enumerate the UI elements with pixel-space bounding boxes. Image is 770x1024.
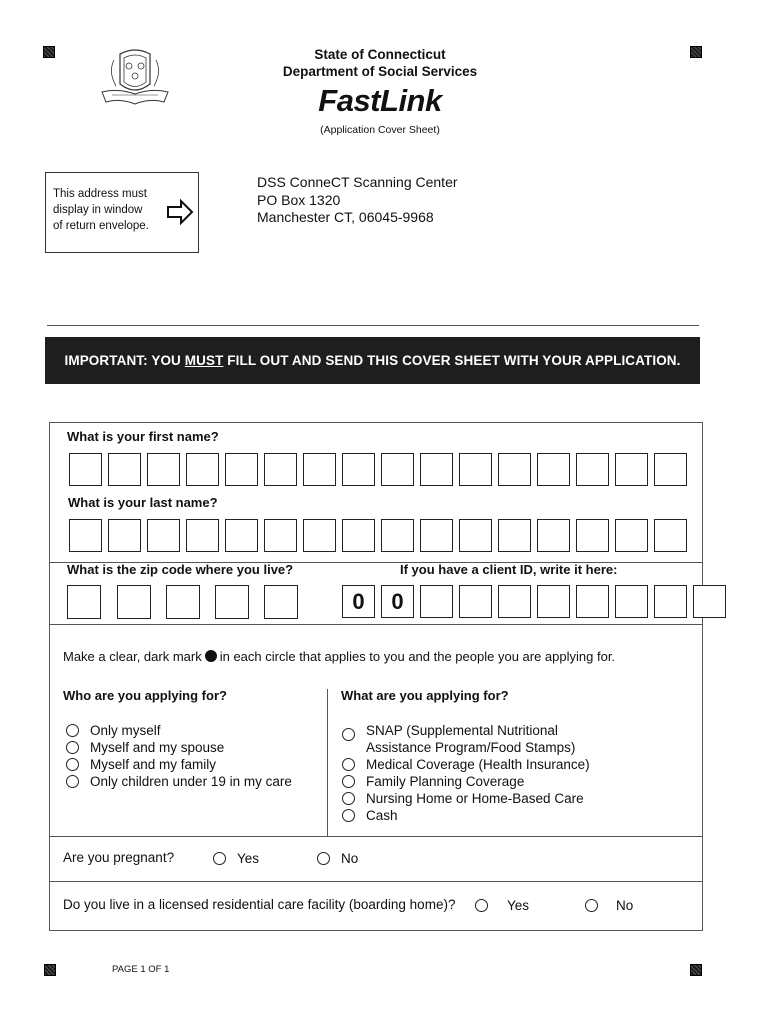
character-box[interactable] [537,519,570,552]
what-option[interactable] [342,790,584,807]
column-divider [327,689,328,836]
registration-mark-bottom-right [690,964,702,976]
option-label: No [341,851,359,866]
address-line: Manchester CT, 06045-9968 [257,209,434,225]
option-label [366,790,584,807]
radio-circle[interactable] [66,724,79,737]
character-box[interactable] [459,519,492,552]
character-box[interactable] [654,519,687,552]
radio-circle[interactable] [342,758,355,771]
character-box[interactable] [225,453,258,486]
filled-circle-icon [205,650,217,662]
character-box[interactable] [108,519,141,552]
zip-digit-box[interactable] [117,585,151,619]
option-label: Only myself [90,723,161,738]
radio-circle[interactable] [213,852,226,865]
option-label: Myself and my spouse [90,740,225,755]
client-id-label: If you have a client ID, write it here: [400,562,618,577]
envelope-note-line: of return envelope. [53,220,149,232]
character-box[interactable] [654,453,687,486]
zip-digit-box[interactable] [215,585,249,619]
radio-circle[interactable] [317,852,330,865]
client-id-boxes [342,585,732,618]
state-seal-icon [98,44,172,110]
character-box[interactable] [498,453,531,486]
character-box[interactable] [576,453,609,486]
character-box[interactable] [147,519,180,552]
divider [47,325,699,326]
first-name-boxes [69,453,693,486]
radio-circle[interactable] [342,728,355,741]
divider [50,836,702,837]
character-box[interactable] [69,519,102,552]
state-name: State of Connecticut [314,47,446,62]
character-box[interactable] [381,453,414,486]
radio-circle[interactable] [342,809,355,822]
envelope-note-line: This address must [53,188,147,200]
character-box[interactable] [498,585,531,618]
address-line: PO Box 1320 [257,191,341,208]
registration-mark-top-left [43,46,55,58]
pregnant-no-option[interactable] [317,850,358,867]
pregnant-question: Are you pregnant? [63,850,175,865]
boarding-no-option[interactable] [585,897,633,914]
who-option[interactable] [66,722,161,739]
mailing-address [257,174,458,227]
character-box[interactable] [576,519,609,552]
option-label-line: Assistance Program/Food Stamps) [366,740,576,755]
radio-circle[interactable] [342,792,355,805]
registration-mark-top-right [690,46,702,58]
who-option[interactable] [66,773,292,790]
page-number: PAGE 1 OF 1 [112,964,170,975]
who-option[interactable] [66,739,224,756]
character-box[interactable] [615,519,648,552]
character-box[interactable]: 0 [342,585,375,618]
option-label-line: SNAP (Supplemental Nutritional [366,723,558,738]
character-box[interactable] [186,453,219,486]
option-label: Yes [237,851,260,866]
form-title: FastLink [318,83,442,118]
form-subtitle: (Application Cover Sheet) [320,124,440,136]
character-box[interactable] [420,453,453,486]
instruction-text: Make a clear, dark mark [63,649,202,664]
character-box[interactable] [303,453,336,486]
important-text: FILL OUT AND SEND THIS COVER SHEET WITH YOUR APPLICATION. [223,353,681,368]
pregnant-yes-option[interactable] [213,850,259,867]
character-box[interactable]: 0 [381,585,414,618]
character-box[interactable] [420,585,453,618]
character-box[interactable] [147,453,180,486]
option-label: Only children under 19 in my care [90,774,292,789]
department-name: Department of Social Services [282,64,478,79]
radio-circle[interactable] [585,899,598,912]
arrow-right-icon [166,199,194,225]
divider [50,624,702,625]
zip-digit-box[interactable] [67,585,101,619]
what-option[interactable] [342,756,590,773]
character-box[interactable] [69,453,102,486]
character-box[interactable] [342,519,375,552]
radio-circle[interactable] [342,775,355,788]
zip-digit-box[interactable] [264,585,298,619]
document-header [250,46,510,136]
character-box[interactable] [303,519,336,552]
cover-sheet-form [49,422,703,931]
character-box[interactable] [420,519,453,552]
character-box[interactable] [186,519,219,552]
who-option[interactable] [66,756,216,773]
option-label-line: Nursing Home or Home-Based Care [366,791,584,806]
registration-mark-bottom-left [44,964,56,976]
radio-circle[interactable] [475,899,488,912]
radio-circle[interactable] [66,775,79,788]
option-label [366,722,575,756]
envelope-note-line: display in window [53,204,143,216]
character-box[interactable] [654,585,687,618]
what-option[interactable] [342,807,398,824]
character-box[interactable] [693,585,726,618]
option-label-line: Family Planning Coverage [366,774,525,789]
option-label: Myself and my family [90,757,217,772]
last-name-label: What is your last name? [68,495,218,510]
last-name-boxes [69,519,693,552]
divider [50,881,702,882]
option-label-line: Medical Coverage (Health Insurance) [366,757,590,772]
what-option[interactable] [342,773,524,790]
character-box[interactable] [498,519,531,552]
option-label [366,773,524,790]
character-box[interactable] [576,585,609,618]
important-banner [45,337,700,384]
instruction-text: in each circle that applies to you and the people you are applying for. [219,649,616,664]
radio-circle[interactable] [66,741,79,754]
character-box[interactable] [459,453,492,486]
radio-circle[interactable] [66,758,79,771]
character-box[interactable] [264,453,297,486]
mark-instruction [63,649,615,664]
option-label [366,756,590,773]
character-box[interactable] [225,519,258,552]
envelope-note [53,186,165,234]
option-label: No [616,898,634,913]
character-box[interactable] [381,519,414,552]
option-label [366,807,398,824]
first-name-label: What is your first name? [67,429,219,444]
boarding-yes-option[interactable] [475,897,529,914]
character-box[interactable] [342,453,375,486]
boarding-question: Do you live in a licensed residential care facility (boarding home)? [63,897,456,912]
character-box[interactable] [108,453,141,486]
character-box[interactable] [537,585,570,618]
character-box[interactable] [264,519,297,552]
who-heading: Who are you applying for? [63,688,227,703]
character-box[interactable] [459,585,492,618]
what-heading: What are you applying for? [341,688,509,703]
option-label-line: Cash [366,808,398,823]
option-label: Yes [507,898,530,913]
character-box[interactable] [615,585,648,618]
envelope-note-box [45,172,199,253]
important-emphasis: MUST [184,353,224,368]
zip-digit-box[interactable] [166,585,200,619]
character-box[interactable] [615,453,648,486]
zip-label: What is the zip code where you live? [67,562,294,577]
address-line: DSS ConneCT Scanning Center [257,174,458,190]
what-option[interactable] [342,722,575,756]
character-box[interactable] [537,453,570,486]
important-text: IMPORTANT: YOU [64,353,185,368]
